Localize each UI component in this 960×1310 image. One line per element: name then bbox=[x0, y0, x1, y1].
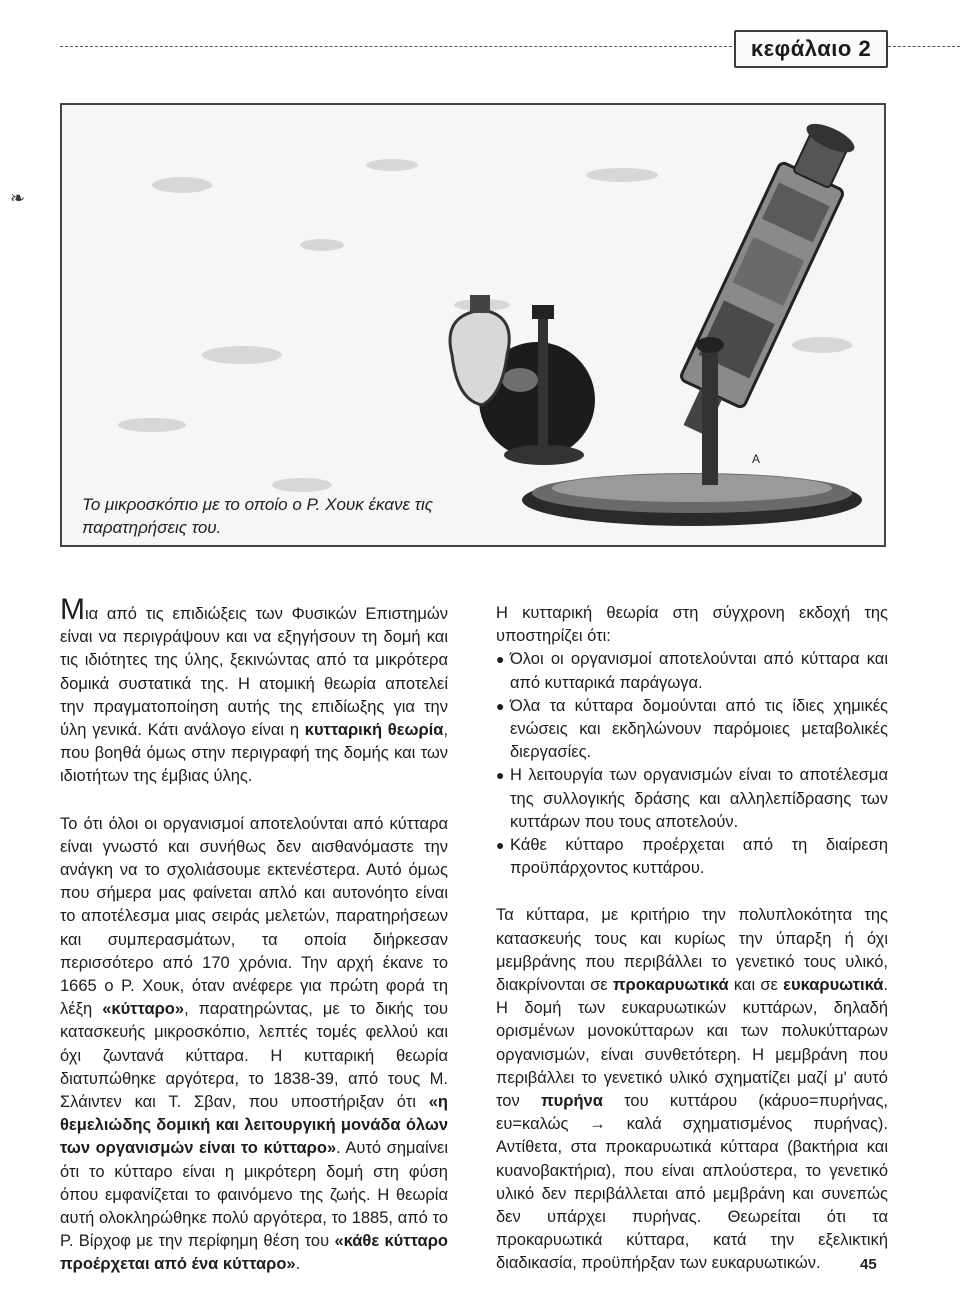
paragraph-history bbox=[60, 813, 448, 1277]
margin-mark-icon: ❧ bbox=[10, 188, 26, 208]
list-item: ● Κάθε κύτταρο προέρχεται από τη διαίρεση προϋπάρχοντος κυττάρου. bbox=[496, 836, 888, 878]
text-run: , που βοηθά όμως στην περιγραφή της δομής και των ιδιοτήτων της έμβιας ύλης. bbox=[60, 721, 449, 786]
figure-caption: Το μικροσκόπιο με το οποίο ο Ρ. Χουκ έκανε τις παρατηρήσεις του. bbox=[82, 495, 434, 537]
text-run: ια από τις επιδιώξεις των Φυσικών Επιστημών είναι να περιγράψουν και να εξηγήσουν τη δομή και τις ιδιότητες της ύλης, ξεκινώντας από τα μικρότερα δομικά συστατικά της. Η ατομική θεωρία αποτελεί την πραγματοποίηση αυτής της επιδίωξης για την ύλη γενικά. Κάτι ανάλογο είναι η bbox=[60, 605, 448, 740]
theory-bullet-list bbox=[496, 648, 888, 880]
text-run: του κυττάρου (κάρυο=πυρήνας, ευ=καλώς → καλά σχηματισμένος πυρήνας). Αντίθετα, στα προκαρυωτικά κύτταρα (βακτήρια και κυανοβακτήρια), που είναι απλούστερα, το γενετικό υλικό δεν περιβάλλεται από μεμβράνη και συνεπώς δεν υπάρχει πυρήνας. Θεωρείται ότι τα προκαρυωτικά κύτταρα, κατά την εξελικτική διαδικασία, προϋπήρξαν των ευκαρυωτικών. bbox=[496, 1092, 888, 1273]
bold-term: «κύτταρο» bbox=[102, 1000, 185, 1019]
bullet-icon: ● bbox=[496, 767, 505, 784]
text-run: Τα κύτταρα, με κριτήριο την πολυπλοκότητα της κατασκευής τους και κυρίως την ύπαρξη ή όχι μεμβράνης που περιβάλλει το γενετικό τους υλικό, διακρίνονται σε bbox=[496, 906, 888, 995]
bold-term: πυρήνα bbox=[541, 1092, 603, 1111]
bold-term: «κάθε κύτταρο προέρχεται από ένα κύτταρο» bbox=[60, 1232, 448, 1274]
page-number: 45 bbox=[860, 1256, 877, 1273]
bold-term: προκαρυωτικά bbox=[612, 976, 729, 995]
bullet-icon: ● bbox=[496, 697, 505, 714]
microscope-illustration bbox=[62, 105, 884, 545]
theory-intro: Η κυτταρική θεωρία στη σύγχρονη εκδοχή της υποστηρίζει ότι: bbox=[496, 604, 888, 646]
paragraph-intro bbox=[60, 593, 449, 789]
right-column bbox=[496, 602, 888, 1276]
text-run: . Η δομή των ευκαρυωτικών κυττάρων, δηλαδή ορισμένων μονοκύτταρων και των πολυκύτταρων οργανισμών, είναι συνθετότερη. Η μεμβράνη που περιβάλλει το γενετικό υλικό σχηματίζει μαζί μ' αυτό τον bbox=[496, 976, 888, 1111]
svg-text:A: A bbox=[752, 452, 761, 466]
chapter-label: κεφάλαιο 2 bbox=[734, 30, 888, 68]
bullet-icon: ● bbox=[496, 837, 505, 854]
list-item: ● Όλοι οι οργανισμοί αποτελούνται από κύτταρα και από κυτταρικά παράγωγα. bbox=[496, 650, 888, 692]
left-column bbox=[60, 593, 449, 1277]
text-run: και σε bbox=[728, 976, 784, 995]
microscope-figure bbox=[60, 103, 886, 547]
bullet-icon: ● bbox=[496, 651, 505, 668]
list-item: ● Η λειτουργία των οργανισμών είναι το αποτέλεσμα της συλλογικής δράσης και αλληλεπίδρασης των κυττάρων που τους αποτελούν. bbox=[496, 766, 888, 831]
drop-cap: Μ bbox=[60, 593, 85, 626]
bold-term: «η θεμελιώδης δομική και λειτουργική μονάδα όλων των οργανισμών είναι το κύτταρο» bbox=[60, 1093, 448, 1158]
text-run: , παρατηρώντας, με το δικής του κατασκευής μικροσκόπιο, λεπτές τομές φελλού και όχι ζωντανά κύτταρα. Η κυτταρική θεωρία διατυπώθηκε αργότερα, το 1838-39, από τους Μ. Σλάιντεν και Τ. Σβαν, που υποστήριξαν ότι bbox=[60, 1000, 448, 1112]
text-run: . bbox=[295, 1255, 301, 1274]
header-dashed-rule bbox=[60, 46, 732, 47]
text-run: . Αυτό σημαίνει ότι το κύτταρο είναι η μικρότερη δομή στη φύση όπου εμφανίζεται το φαινόμενο της ζωής. Η θεωρία αυτή ολοκληρώθηκε πολύ αργότερα, το 1885, από το Ρ. Βίρχοφ με την περίφημη θέση του bbox=[60, 1139, 448, 1251]
bold-term: κυτταρική θεωρία bbox=[304, 721, 444, 740]
paragraph-cell-types bbox=[496, 904, 888, 1275]
bold-term: ευκαρυωτικά bbox=[783, 976, 884, 995]
list-item: ● Όλα τα κύτταρα δομούνται από τις ίδιες χημικές ενώσεις και εκδηλώνουν παρόμοιες μεταβολικές διεργασίες. bbox=[496, 696, 888, 762]
text-run: Το ότι όλοι οι οργανισμοί αποτελούνται από κύτταρα είναι γνωστό και συνήθως δεν αισθανόμαστε την ανάγκη να το σχολιάσουμε εκτενέστερα. Αυτό όμως που σήμερα μας φαίνεται απλό και αυτονόητο είναι το αποτέλεσμα μιας σειράς μελετών, παρατηρήσεων και συμπερασμάτων, τα οποία διήρκεσαν περισσότερο από 170 χρόνια. Την αρχή έκανε το 1665 ο Ρ. Χουκ, όταν ανέφερε για πρώτη φορά τη λέξη bbox=[60, 814, 448, 1019]
header-dashed-rule-right bbox=[888, 46, 960, 47]
